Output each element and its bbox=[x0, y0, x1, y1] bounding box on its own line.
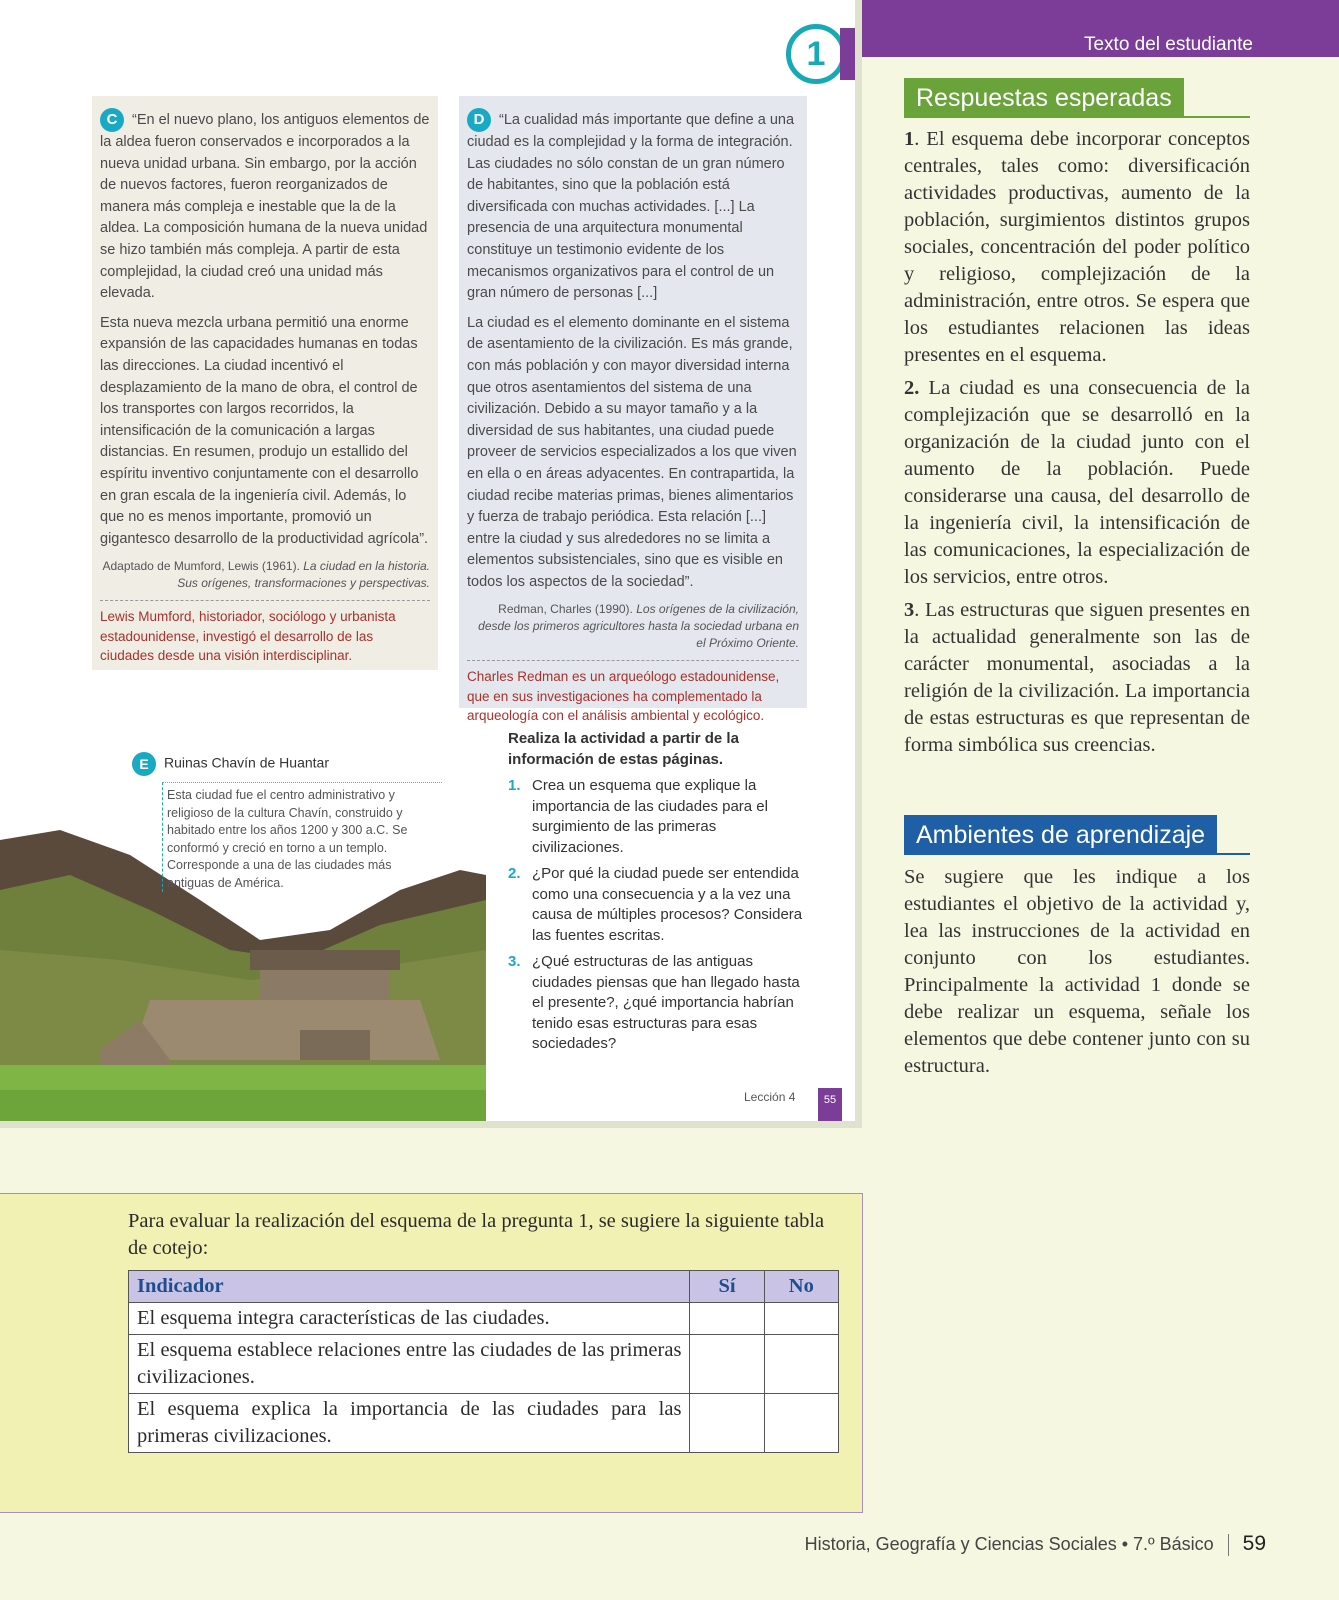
header-indicador: Indicador bbox=[129, 1271, 690, 1303]
header-no: No bbox=[764, 1271, 838, 1303]
ambientes-heading: Ambientes de aprendizaje bbox=[904, 815, 1250, 855]
source-c-box bbox=[92, 96, 438, 670]
respuesta-item: 2. La ciudad es una consecuencia de la complejización que se desarrolló en la organización de la ciudad junto con el aumento de la población. Puede considerarse una causa, del desarrollo de la ingeniería civil, la intensificación de las comunicaciones, la especialización de los servicios, entre otros. bbox=[904, 377, 1250, 588]
activity-item: 3. ¿Qué estructuras de las antiguas ciudades piensas que han llegado hasta el presente?, ¿qué importancia habrían tenido esas estructuras para esas sociedades? bbox=[508, 953, 800, 1052]
book-title: Historia, Geografía y Ciencias Sociales • 7.º Básico bbox=[804, 1534, 1214, 1554]
no-cell bbox=[764, 1335, 838, 1394]
si-cell bbox=[690, 1394, 764, 1453]
indicador-cell: El esquema establece relaciones entre las ciudades de las primeras civilizaciones. bbox=[129, 1335, 690, 1394]
table-header-row bbox=[129, 1271, 839, 1303]
page-number: 59 bbox=[1242, 1532, 1266, 1555]
student-page-number: 55 bbox=[818, 1088, 842, 1124]
lesson-number-badge: 1 bbox=[786, 24, 846, 84]
student-page-lesson: Lección 4 bbox=[744, 1090, 796, 1104]
ruins-caption bbox=[132, 752, 442, 892]
si-cell bbox=[690, 1335, 764, 1394]
source-d-para1: D “La cualidad más importante que define a una ciudad es la complejidad y la forma de integración. Las ciudades no sólo constan de un gran número de habitantes, sino que la población está diversificada con muchas actividades. [...] La presencia de una arquitectura monumental constituye un testimonio evidente de los mecanismos organizativos para el control de un gran número de personas [...] bbox=[467, 108, 799, 305]
book-footer bbox=[805, 1532, 1266, 1556]
ruins-title: E Ruinas Chavín de Huantar bbox=[132, 752, 442, 776]
source-d-letter: D bbox=[467, 108, 491, 132]
header-title: Texto del estudiante bbox=[1083, 34, 1253, 55]
respuestas-heading: Respuestas esperadas bbox=[904, 78, 1250, 118]
no-cell bbox=[764, 1303, 838, 1335]
no-cell bbox=[764, 1394, 838, 1453]
ruins-letter: E bbox=[132, 752, 156, 776]
ambientes-text: Se sugiere que les indique a los estudiantes el objetivo de la actividad y, lea las instrucciones de la actividad en conjunto con los estudiantes. Principalmente la actividad 1 donde se debe realizar un esquema, señale los elementos que debe contener junto con su estructura. bbox=[904, 866, 1250, 1077]
table-row bbox=[129, 1335, 839, 1394]
source-c-para1: C “En el nuevo plano, los antiguos elementos de la aldea fueron conservados e incorporados a la nueva unidad urbana. Sin embargo, por la acción de nuevos factores, fueron reorganizados de manera más compleja e inestable que la de la aldea. La composición humana de la nueva unidad se hizo también más compleja. A partir de esta complejidad, la ciudad creó una unidad más elevada. bbox=[100, 108, 430, 305]
source-c-letter: C bbox=[100, 108, 124, 132]
activity-item: 2. ¿Por qué la ciudad puede ser entendida como una consecuencia y a la vez una causa de múltiples procesos? Considera las fuentes escritas. bbox=[508, 865, 803, 944]
lesson-tab-marker bbox=[840, 28, 862, 80]
table-row bbox=[129, 1394, 839, 1453]
activity-block bbox=[508, 728, 808, 1061]
respuesta-item: 3. Las estructuras que siguen presentes en la actualidad generalmente son las de carácter monumental, asociadas a la religión de la civilización. La importancia de estas estructuras es que representan de forma simbólica sus creencias. bbox=[904, 599, 1250, 756]
source-c-citation: Adaptado de Mumford, Lewis (1961). La ciudad en la historia. Sus orígenes, transformaciones y perspectivas. bbox=[102, 559, 430, 591]
respuestas-list bbox=[904, 126, 1250, 765]
footer-separator bbox=[1228, 1534, 1229, 1556]
indicador-cell: El esquema explica la importancia de las ciudades para las primeras civilizaciones. bbox=[129, 1394, 690, 1453]
activity-title: Realiza la actividad a partir de la información de estas páginas. bbox=[508, 730, 739, 768]
source-c-para2: Esta nueva mezcla urbana permitió una enorme expansión de las capacidades humanas en todas las direcciones. La ciudad incentivó el desplazamiento de la mano de obra, el control de los transportes con largos recorridos, la intensificación de la comunicación a largas distancias. En resumen, produjo un estallido del espíritu inventivo conjuntamente con el desarrollo en gran escala de la ingeniería civil. Además, lo que no es menos importante, promovió un gigantesco desarrollo de la productividad agrícola”. bbox=[100, 314, 429, 547]
checklist-table bbox=[128, 1270, 839, 1453]
student-page-image bbox=[0, 0, 862, 1128]
header-si: Sí bbox=[690, 1271, 764, 1303]
evaluation-intro: Para evaluar la realización del esquema de la pregunta 1, se sugiere la siguiente tabla de cotejo: bbox=[128, 1210, 825, 1259]
ruins-description: Esta ciudad fue el centro administrativo y religioso de la cultura Chavín, construido y habitado entre los años 1200 y 300 a.C. Se conformó y creció en torno a un templo. Corresponde a una de las ciudades más antiguas de América. bbox=[162, 782, 442, 892]
source-d-author-note: Charles Redman es un arqueólogo estadounidense, que en sus investigaciones ha complementado la arqueología con el análisis ambiental y ecológico. bbox=[467, 660, 799, 726]
table-row bbox=[129, 1303, 839, 1335]
source-c-author-note: Lewis Mumford, historiador, sociólogo y urbanista estadounidense, investigó el desarrollo de las ciudades desde una visión interdisciplinar. bbox=[100, 600, 430, 666]
source-d-box bbox=[459, 96, 807, 724]
si-cell bbox=[690, 1303, 764, 1335]
respuesta-item: 1. El esquema debe incorporar conceptos centrales, tales como: diversificación actividades productivas, aumento de la población, surgimientos distintos grupos sociales, concentración del poder político y religioso, complejización de la administración, entre otros. Se espera que los estudiantes relacionen las ideas presentes en el esquema. bbox=[904, 128, 1250, 366]
evaluation-box bbox=[0, 1193, 863, 1513]
activity-item: 1. Crea un esquema que explique la importancia de las ciudades para el surgimiento de las primeras civilizaciones. bbox=[508, 777, 768, 856]
indicador-cell: El esquema integra características de las ciudades. bbox=[129, 1303, 690, 1335]
source-d-citation: Redman, Charles (1990). Los orígenes de la civilización, desde los primeros agricultores hasta la sociedad urbana en el Próximo Oriente. bbox=[478, 602, 799, 651]
source-d-para2: La ciudad es el elemento dominante en el sistema de asentamiento de la civilización. Es más grande, con más población y con mayor diversidad interna que otros asentamientos del sistema de una civilización. Debido a su mayor tamaño y a la diversidad de sus habitantes, una ciudad puede proveer de servicios especializados a los que viven en ella o en áreas adyacentes. En contrapartida, la ciudad recibe materias primas, bienes alimentarios y fuerza de trabajo periódica. Esta relación [...] entre la ciudad y sus alrededores no se limita a elementos subsistenciales, sino que es visible en todos los aspectos de la sociedad”. bbox=[467, 314, 797, 590]
